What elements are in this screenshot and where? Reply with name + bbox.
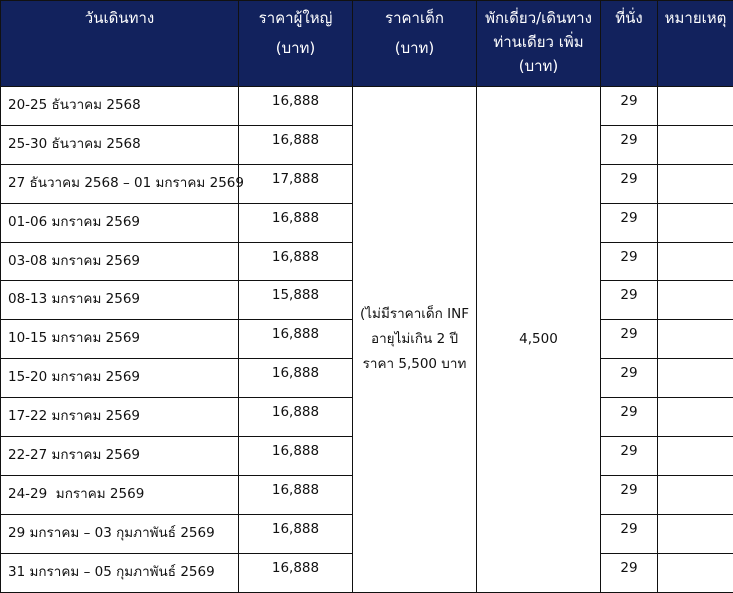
remark-cell (658, 320, 733, 359)
seats-cell: 29 (601, 475, 658, 514)
seats-cell: 29 (601, 242, 658, 281)
adult-price-cell: 16,888 (239, 203, 353, 242)
date-cell: 08-13 มกราคม 2569 (1, 281, 239, 320)
remark-cell (658, 203, 733, 242)
date-cell: 27 ธันวาคม 2568 – 01 มกราคม 2569 (1, 164, 239, 203)
adult-price-cell: 17,888 (239, 164, 353, 203)
date-cell: 31 มกราคม – 05 กุมภาพันธ์ 2569 (1, 553, 239, 592)
adult-price-cell: 16,888 (239, 125, 353, 164)
child-note-line3: ราคา 5,500 บาท (353, 352, 476, 377)
remark-cell (658, 437, 733, 476)
header-remark-label: หมายเหตุ (665, 9, 727, 27)
seats-cell: 29 (601, 125, 658, 164)
date-cell: 03-08 มกราคม 2569 (1, 242, 239, 281)
seats-cell: 29 (601, 359, 658, 398)
header-child-unit: (บาท) (353, 36, 476, 60)
header-child-price (353, 1, 477, 87)
seats-cell: 29 (601, 281, 658, 320)
adult-price-cell: 16,888 (239, 437, 353, 476)
adult-price-cell: 16,888 (239, 553, 353, 592)
adult-price-cell: 16,888 (239, 87, 353, 126)
remark-cell (658, 398, 733, 437)
remark-cell (658, 475, 733, 514)
table-row (1, 87, 733, 126)
remark-cell (658, 87, 733, 126)
header-child-label: ราคาเด็ก (385, 9, 444, 27)
header-single-line1: พักเดี่ยว/เดินทาง (477, 6, 600, 30)
seats-cell: 29 (601, 553, 658, 592)
single-supplement-cell: 4,500 (477, 87, 601, 593)
remark-cell (658, 164, 733, 203)
header-seats (601, 1, 658, 87)
header-single-supplement (477, 1, 601, 87)
adult-price-cell: 16,888 (239, 242, 353, 281)
adult-price-cell: 16,888 (239, 475, 353, 514)
remark-cell (658, 514, 733, 553)
remark-cell (658, 125, 733, 164)
adult-price-cell: 15,888 (239, 281, 353, 320)
adult-price-cell: 16,888 (239, 359, 353, 398)
seats-cell: 29 (601, 320, 658, 359)
date-cell: 22-27 มกราคม 2569 (1, 437, 239, 476)
header-row (1, 1, 733, 87)
date-cell: 01-06 มกราคม 2569 (1, 203, 239, 242)
header-remark (658, 1, 733, 87)
header-adult-label: ราคาผู้ใหญ่ (259, 9, 333, 27)
seats-cell: 29 (601, 87, 658, 126)
seats-cell: 29 (601, 437, 658, 476)
child-note-line1: (ไม่มีราคาเด็ก INF (353, 302, 476, 327)
remark-cell (658, 553, 733, 592)
date-cell: 24-29 มกราคม 2569 (1, 475, 239, 514)
seats-cell: 29 (601, 514, 658, 553)
header-single-unit: (บาท) (477, 54, 600, 78)
child-price-note (353, 87, 477, 593)
date-cell: 29 มกราคม – 03 กุมภาพันธ์ 2569 (1, 514, 239, 553)
seats-cell: 29 (601, 398, 658, 437)
date-cell: 15-20 มกราคม 2569 (1, 359, 239, 398)
child-note-line2: อายุไม่เกิน 2 ปี (353, 327, 476, 352)
adult-price-cell: 16,888 (239, 398, 353, 437)
remark-cell (658, 359, 733, 398)
seats-cell: 29 (601, 203, 658, 242)
header-single-line2: ท่านเดียว เพิ่ม (477, 30, 600, 54)
header-date (1, 1, 239, 87)
header-adult-price (239, 1, 353, 87)
date-cell: 25-30 ธันวาคม 2568 (1, 125, 239, 164)
seats-cell: 29 (601, 164, 658, 203)
header-date-label: วันเดินทาง (85, 9, 154, 27)
header-seats-label: ที่นั่ง (615, 9, 642, 27)
date-cell: 10-15 มกราคม 2569 (1, 320, 239, 359)
remark-cell (658, 281, 733, 320)
adult-price-cell: 16,888 (239, 320, 353, 359)
header-adult-unit: (บาท) (239, 36, 352, 60)
date-cell: 17-22 มกราคม 2569 (1, 398, 239, 437)
adult-price-cell: 16,888 (239, 514, 353, 553)
date-cell: 20-25 ธันวาคม 2568 (1, 87, 239, 126)
remark-cell (658, 242, 733, 281)
